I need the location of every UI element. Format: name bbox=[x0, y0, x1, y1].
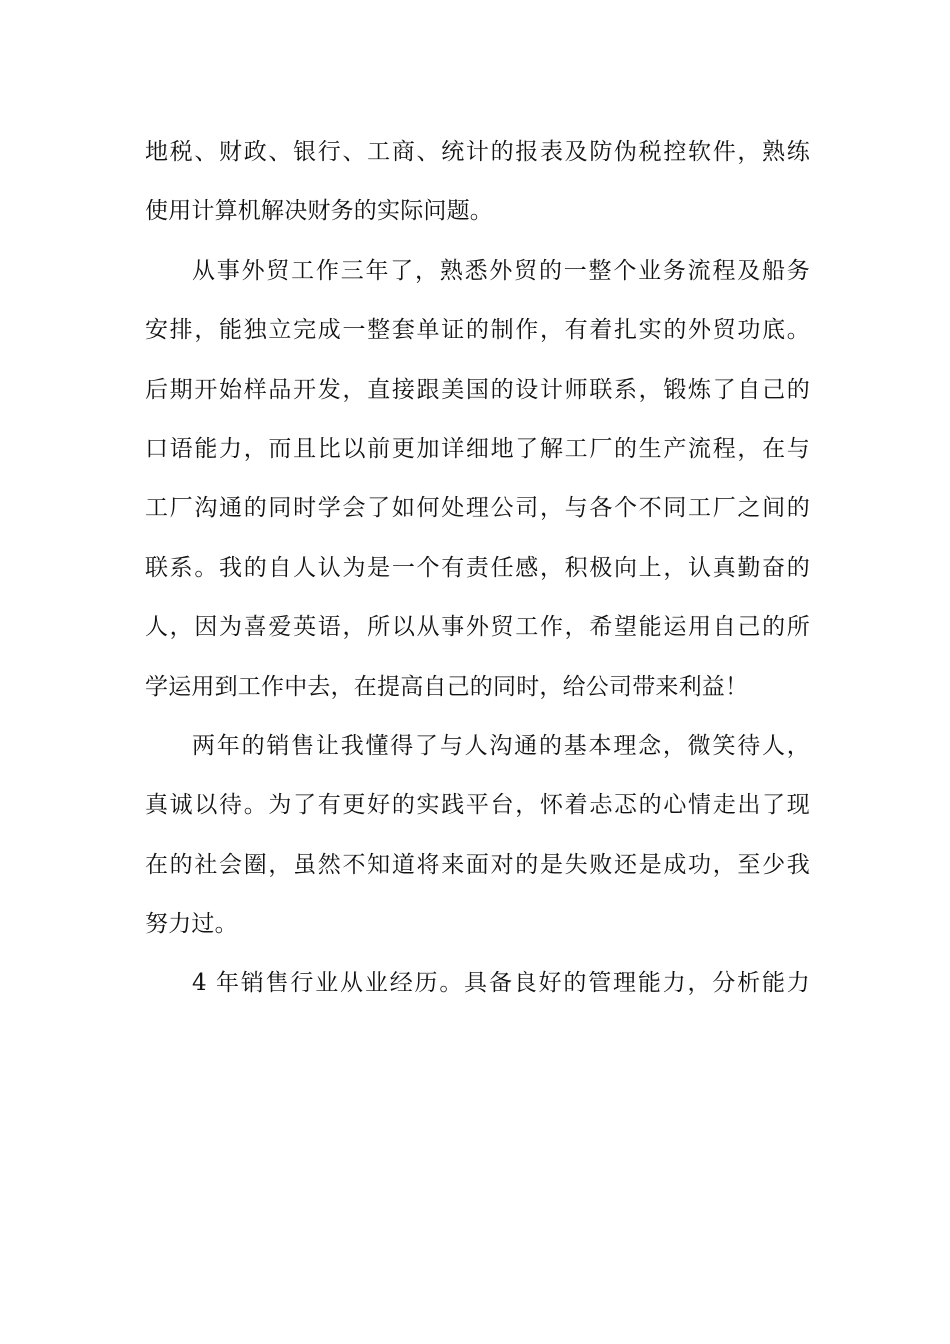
text-line: 人，因为喜爱英语，所以从事外贸工作，希望能运用自己的所 bbox=[145, 614, 810, 641]
text-line: 地税、财政、银行、工商、统计的报表及防伪税控软件，熟练 bbox=[145, 139, 810, 165]
text-line: 学运用到工作中去，在提高自己的同时，给公司带来利益！ bbox=[145, 673, 749, 700]
text-line: 工厂沟通的同时学会了如何处理公司，与各个不同工厂之间的 bbox=[145, 495, 810, 522]
paragraph-first-line: 两年的销售让我懂得了与人沟通的基本理念，微笑待人， bbox=[192, 732, 810, 759]
text-line: 努力过。 bbox=[145, 911, 238, 938]
document-body bbox=[145, 128, 810, 1019]
text-line: 真诚以待。为了有更好的实践平台，怀着忐忑的心情走出了现 bbox=[145, 792, 810, 819]
text-line: 联系。我的自人认为是一个有责任感，积极向上，认真勤奋的 bbox=[145, 554, 810, 581]
text-line: 口语能力，而且比以前更加详细地了解工厂的生产流程，在与 bbox=[145, 435, 810, 462]
paragraph-first-line: 从事外贸工作三年了，熟悉外贸的一整个业务流程及船务 bbox=[192, 257, 810, 284]
paragraph-first-line: 4 年销售行业从业经历。具备良好的管理能力，分析能力 bbox=[192, 970, 810, 997]
text-line: 使用计算机解决财务的实际问题。 bbox=[145, 198, 493, 225]
text-line: 后期开始样品开发，直接跟美国的设计师联系，锻炼了自己的 bbox=[145, 376, 810, 403]
text-line: 安排，能独立完成一整套单证的制作，有着扎实的外贸功底。 bbox=[145, 317, 810, 344]
text-line: 在的社会圈，虽然不知道将来面对的是失败还是成功，至少我 bbox=[145, 851, 810, 878]
